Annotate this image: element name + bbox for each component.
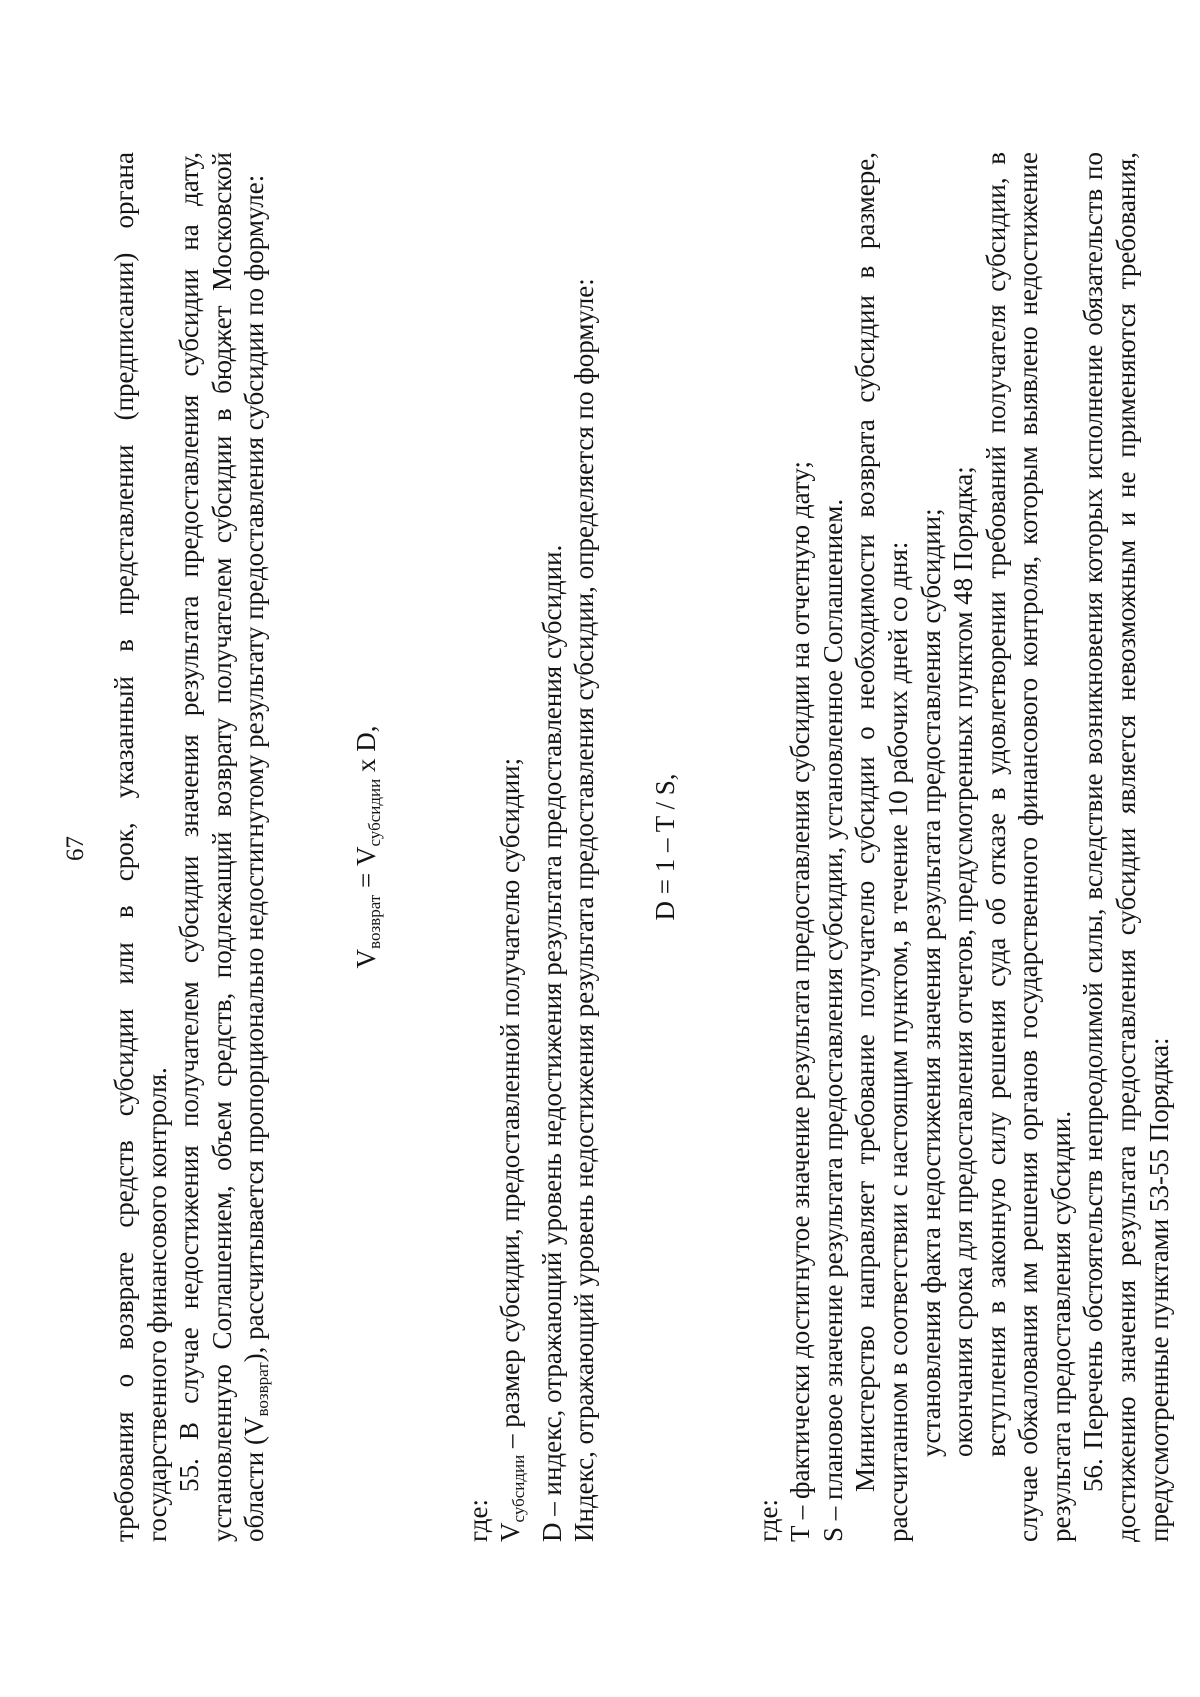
- paragraph-55-text-b: ), рассчитывается пропорционально недостигнутому результату предоставления субсидии по формуле:: [239, 174, 270, 1363]
- list-item-court-decision: вступления в законную силу решения суда об отказе в удовлетворении требований получателя субсидии, в случае обжалования им решения органов государственного финансового контроля, которым выявлено недостижение результата предоставления субсидии.: [980, 152, 1076, 1542]
- formula-sub-subsidy: субсидии: [364, 778, 384, 847]
- formula-v-return: [350, 152, 392, 1542]
- formula-var-v: V: [350, 948, 381, 969]
- definition-v-subsidy: [494, 152, 536, 1542]
- definition-s: S – плановое значение результата предоставления субсидии, установленное Соглашением.: [817, 498, 848, 1542]
- paragraph-return-requirement: требования о возврате средств субсидии или в срок, указанный в представлении (предписании) органа государственного финансового контроля.: [109, 152, 172, 1542]
- document-body: [108, 152, 1175, 1542]
- page-number: 67: [62, 836, 89, 861]
- formula-eq-v: = V: [350, 846, 381, 895]
- list-item-report-deadline: окончания срока для предоставления отчетов, предусмотренных пунктом 48 Порядка;: [948, 466, 979, 1457]
- definition-d: D – индекс, отражающий уровень недостижения результата предоставления субсидии.: [536, 544, 567, 1542]
- def-v-symbol: V: [495, 1522, 526, 1542]
- formula-sub-return: возврат: [364, 894, 384, 949]
- paragraph-56: 56. Перечень обстоятельств непреодолимой силы, вследствие возникновения которых исполнение обязательств по достижению значения результата предоставления субсидии является невозможным и не применяются требования, предусмотренные пунктами 53-55 Порядка:: [1078, 152, 1174, 1542]
- def-v-text: – размер субсидии, предоставленной получателю субсидии;: [495, 757, 526, 1455]
- definition-index: Индекс, отражающий уровень недостижения результата предоставления субсидии, определяется по формуле:: [569, 278, 600, 1542]
- definition-t: T – фактически достигнутое значение результата предоставления субсидии на отчетную дату;: [785, 461, 816, 1542]
- formula-times-d: x D,: [350, 725, 381, 779]
- paragraph-55-text-a: 55. В случае недостижения получателем субсидии значения результата предоставления субсидии на дату, установленную Соглашением, объем средств, подлежащий возврату получателем субсидии в бюджет Московской области (V: [174, 152, 270, 1542]
- def-v-subscript: субсидии: [509, 1454, 529, 1523]
- where-label-2: где:: [752, 1499, 783, 1542]
- formula-d: D = 1 – T / S,: [649, 773, 680, 921]
- where-label-1: где:: [462, 1499, 493, 1542]
- paragraph-55: [173, 152, 280, 1542]
- paragraph-ministry-requirement: Министерство направляет требование получателю субсидии о необходимости возврата субсидии в размере, рассчитанном в соответствии с настоящим пунктом, в течение 10 рабочих дней со дня:: [850, 152, 913, 1542]
- list-item-fact-established: установления факта недостижения значения результата предоставления субсидии;: [915, 508, 946, 1457]
- paragraph-55-subscript: возврат: [253, 1362, 273, 1417]
